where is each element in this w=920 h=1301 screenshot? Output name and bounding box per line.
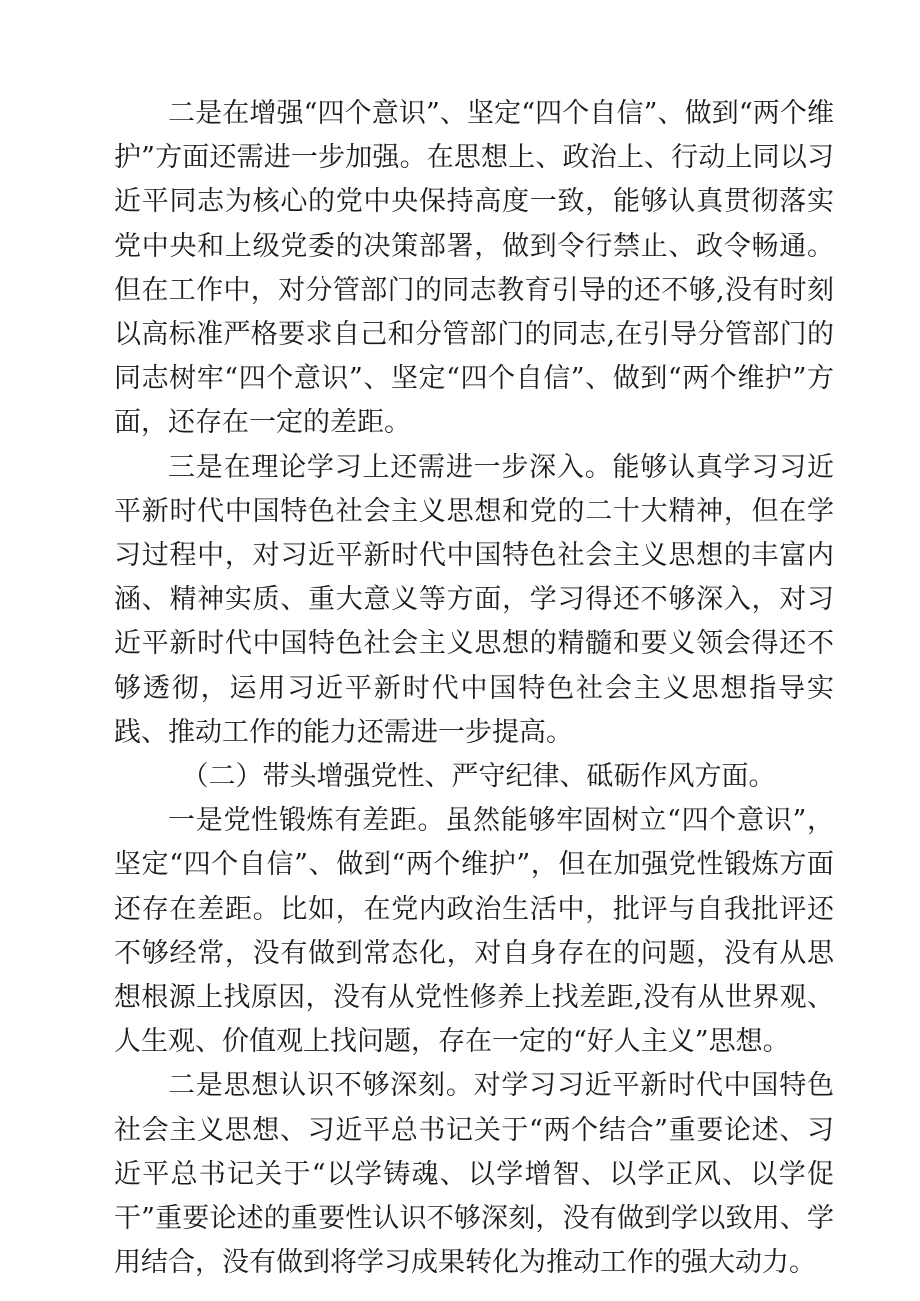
paragraph-ideological-understanding: 二是思想认识不够深刻。对学习习近平新时代中国特色社会主义思想、习近平总书记关于“两个结合”重要论述、习近平总书记关于“以学铸魂、以学增智、以学正风、以学促干”重要论述的重要性认识不够深刻，没有做到学以致用、学用结合，没有做到将学习成果转化为推动工作的强大动力。 bbox=[114, 1070, 834, 1279]
section-heading-party-spirit: （二）带头增强党性、严守纪律、砥砺作风方面。 bbox=[181, 761, 776, 793]
paragraph-theory-study: 三是在理论学习上还需进一步深入。能够认真学习习近平新时代中国特色社会主义思想和党的二十大精神，但在学习过程中，对习近平新时代中国特色社会主义思想的丰富内涵、精神实质、重大意义等方面，学习得还不够深入，对习近平新时代中国特色社会主义思想的精髓和要义领会得还不够透彻，运用习近平新时代中国特色社会主义思想指导实践、推动工作的能力还需进一步提高。 bbox=[114, 451, 834, 748]
paragraph-party-spirit-training: 一是党性锻炼有差距。虽然能够牢固树立“四个意识”，坚定“四个自信”、做到“两个维护”，但在加强党性锻炼方面还存在差距。比如，在党内政治生活中，批评与自我批评还不够经常，没有做到常态化，对自身存在的问题，没有从思想根源上找原因，没有从党性修养上找差距,没有从世界观、人生观、价值观上找问题，存在一定的“好人主义”思想。 bbox=[114, 805, 834, 1058]
document-body bbox=[114, 92, 834, 1285]
paragraph-ideological-awareness: 二是在增强“四个意识”、坚定“四个自信”、做到“两个维护”方面还需进一步加强。在思想上、政治上、行动上同以习近平同志为核心的党中央保持高度一致，能够认真贯彻落实党中央和上级党委的决策部署，做到令行禁止、政令畅通。但在工作中，对分管部门的同志教育引导的还不够,没有时刻以高标准严格要求自己和分管部门的同志,在引导分管部门的同志树牢“四个意识”、坚定“四个自信”、做到“两个维护”方面，还存在一定的差距。 bbox=[114, 98, 834, 439]
